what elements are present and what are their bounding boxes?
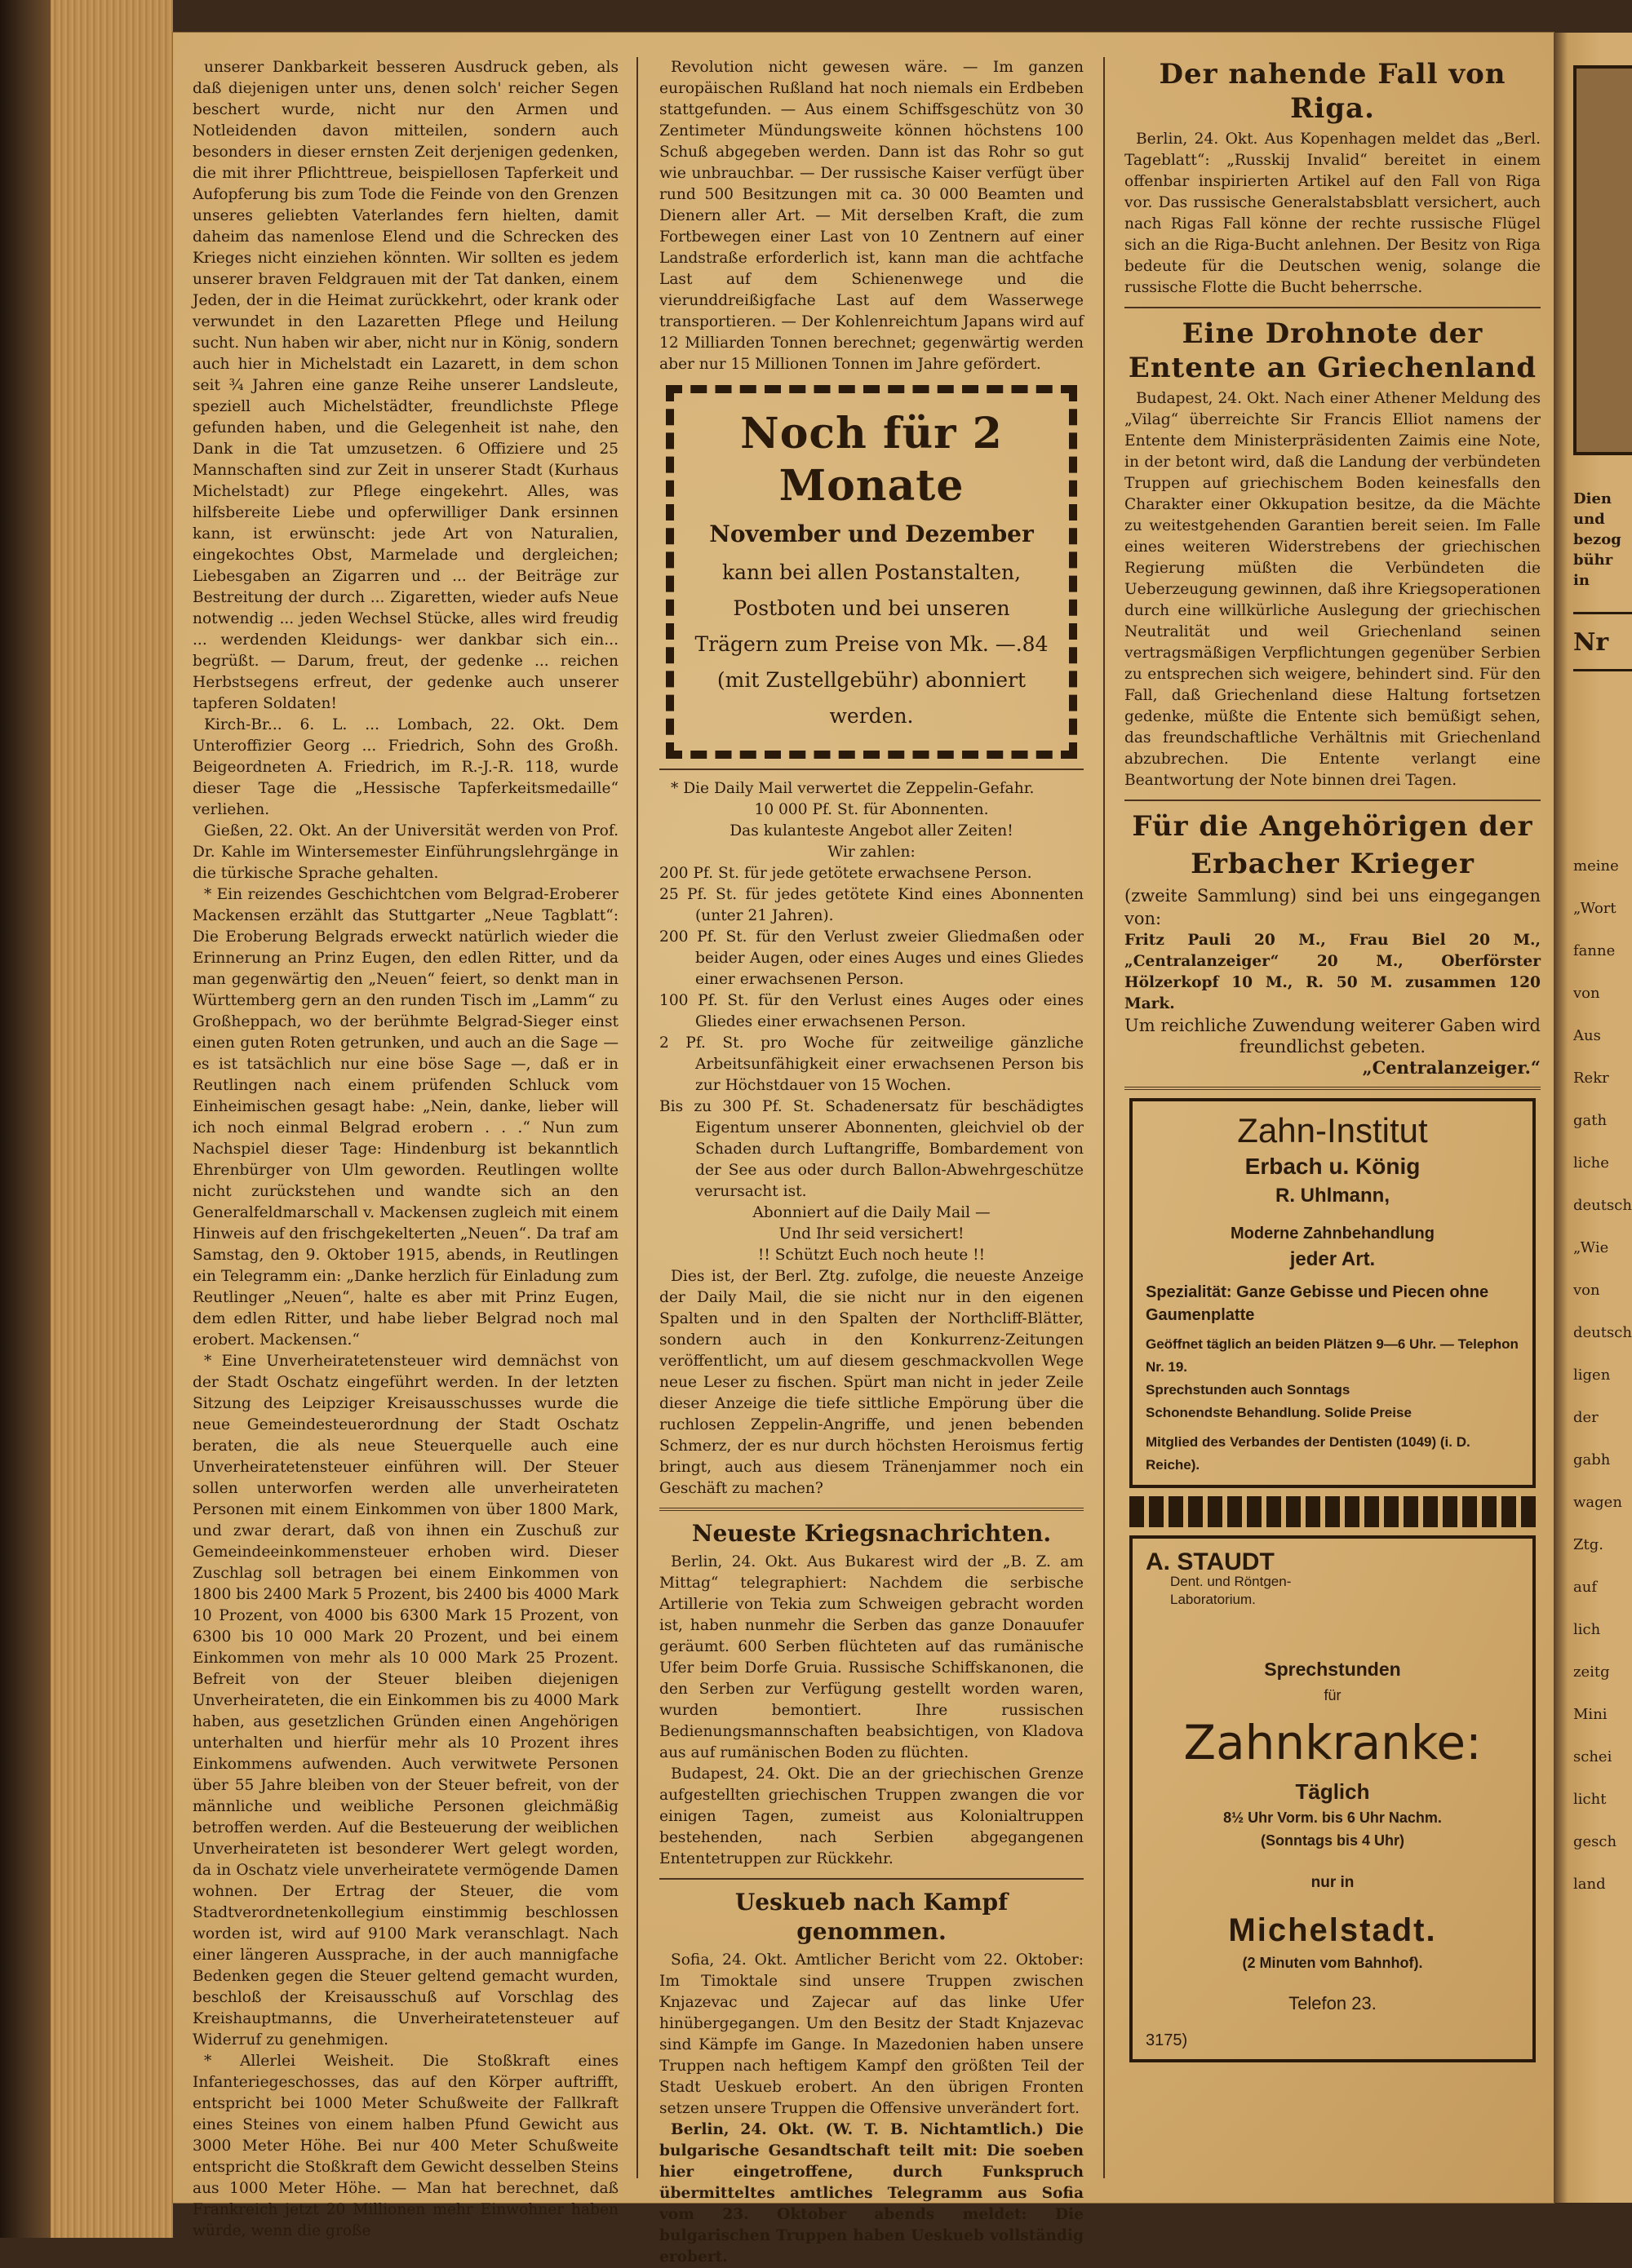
adjacent-fragment: deutsch [1573, 1197, 1632, 1214]
headline-kriegsnachrichten: Neueste Kriegsnachrichten. [691, 1520, 1052, 1547]
column-rule [1103, 57, 1105, 2178]
ad-staudt-fuer: für [1324, 1687, 1342, 1703]
adjacent-text: und [1573, 511, 1605, 528]
price-item: 100 Pf. St. für den Verlust eines Auges oder eines Gliedes einer erwachsenen Person. [659, 992, 1084, 1030]
subscription-body: kann bei allen Postanstalten, Postboten und bei unseren Trägern zum Preise von Mk. —.84 (mit Zustellgebühr) abonniert werden. [694, 560, 1049, 728]
adjacent-text: bühr [1573, 551, 1613, 569]
ad-staudt-times: 8½ Uhr Vorm. bis 6 Uhr Nachm. [1223, 1810, 1442, 1826]
daily-mail-line: Und Ihr seid versichert! [778, 1225, 965, 1243]
ad-staudt-name: A. STAUDT [1146, 1548, 1275, 1575]
article-berlin-bukarest: Berlin, 24. Okt. Aus Bukarest wird der „B. Z. am Mittag“ telegraphiert: Nachdem die serbische Artillerie von Tekia zum Schweigen gebracht worden ist, haben nunmehr die Serben das ganze Donauufer geräumt. 600 Serben flüchteten auf das rumänische Ufer beim Dorfe Gruia. Russische Schiffskanonen, die den Serben zur Verfügung gestellt worden waren, wurden bemontiert. Ihre russischen Bedienungsmannschaften beabsichtigen, von Kladova aus auf rumänischen Boden zu flüchten. [659, 1553, 1084, 1761]
ad-staudt-near: (2 Minuten vom Bahnhof). [1242, 1955, 1423, 1971]
daily-mail-line: Wir zahlen: [827, 844, 916, 861]
ad-zahn-institut [1129, 1098, 1536, 1488]
adjacent-fragment: gesch [1573, 1833, 1617, 1850]
adjacent-fragment: deutsch [1573, 1324, 1632, 1341]
ad-staudt-daily: Täglich [1295, 1779, 1370, 1804]
adjacent-fragment: lich [1573, 1621, 1601, 1638]
adjacent-fragment: land [1573, 1876, 1606, 1893]
article-allerlei-weisheit: * Allerlei Weisheit. Die Stoßkraft eines Infanteriegeschosses, das auf den Körper auftrifft, entspricht bei 1000 Meter Schußweite der Fallkraft eines Steines von einem halben Pfund Gewicht aus 3000 Meter Höhe. Bei nur 400 Meter Schußweite entspricht die Stoßkraft dem Gewicht desselben Steins aus 1000 Meter Höhe. — Man hat berechnet, daß Frankreich jetzt 20 Millionen mehr Einwohner haben würde, wenn die große [193, 2053, 619, 2239]
headline-riga: Der nahende Fall von Riga. [1159, 58, 1506, 125]
adjacent-fragment: Mini [1573, 1706, 1608, 1723]
adjacent-fragment: Ztg. [1573, 1536, 1603, 1553]
subscription-months: November und Dezember [709, 520, 1034, 547]
adjacent-rule [1573, 612, 1632, 614]
ad-owner: R. Uhlmann, [1275, 1185, 1390, 1207]
adjacent-fragment: gath [1573, 1112, 1608, 1129]
adjacent-fragment: licht [1573, 1791, 1607, 1808]
divider [1124, 1087, 1541, 1090]
adjacent-fragment: „Wort [1573, 900, 1616, 917]
adjacent-fragment: zeitg [1573, 1663, 1610, 1681]
adjacent-page [1554, 33, 1632, 2203]
column-middle [659, 57, 1084, 2268]
adjacent-fragment: von [1573, 985, 1600, 1002]
price-item: 200 Pf. St. für den Verlust zweier Gliedmaßen oder beider Augen, oder eines Auges und eines Gliedes einer erwachsenen Person. [659, 928, 1084, 988]
divider [659, 769, 1084, 770]
daily-mail-intro: * Die Daily Mail verwertet die Zeppelin-Gefahr. [671, 780, 1035, 797]
adjacent-text: Dien [1573, 490, 1612, 507]
ad-staudt-hours: Sprechstunden [1264, 1659, 1401, 1680]
ad-staudt-sunday: (Sonntags bis 4 Uhr) [1260, 1832, 1404, 1849]
article-sofia: Sofia, 24. Okt. Amtlicher Bericht vom 22. Oktober: Im Timoktale sind unsere Truppen zwischen Knjazevac und Zajecar auf das linke Ufer hinübergegangen. Um den Besitz der Stadt Knjazevac sind Kämpfe im Gange. In Mazedonien haben unsere Truppen nach heftigem Kampf den größten Teil der Stadt Ueskueb erobert. An den übrigen Fronten setzen unsere Truppen die Offensive unverändert fort. [659, 1951, 1084, 2117]
divider [1124, 800, 1541, 801]
adjacent-fragment: schei [1573, 1748, 1612, 1765]
divider [659, 1508, 1084, 1511]
adjacent-fragment: Rekr [1573, 1070, 1609, 1087]
column-rule [636, 57, 638, 2178]
adjacent-fragment: auf [1573, 1579, 1597, 1596]
ad-gentle: Schonendste Behandlung. Solide Preise [1146, 1405, 1412, 1420]
adjacent-text: bezog [1573, 531, 1621, 548]
page-edges [51, 0, 173, 2238]
ad-staudt [1129, 1535, 1536, 2062]
adjacent-rule [1573, 669, 1632, 671]
article-unverheiratetensteuer: * Eine Unverheiratetensteuer wird demnächst von der Stadt Oschatz eingeführt werden. In der letzten Sitzung des Leipziger Kreisausschusses wurde die neue Gemeindesteuerordnung der Stadt Oschatz beraten, die als neue Steuerquelle auch eine Unverheiratetensteuer einführen will. Der Steuer sollen unterworfen werden alle unverheirateten Personen mit einem Einkommen von über 1800 Mark, und zwar derart, daß von ihnen ein Zuschuß zur Gemeindeeinkommensteuer erhoben wird. Dieser Zuschlag soll betragen bei einem Einkommen von 1800 bis 2400 Mark 5 Prozent, bis 2400 bis 4000 Mark 10 Prozent, von 4000 bis 6300 Mark 15 Prozent, von 6300 bis 10 000 Mark 20 Prozent, und bei einem Einkommen von mehr als 10 000 Mark 25 Prozent. Befreit von der Steuer bleiben diejenigen Unverheirateten, die ein Einkommen bis zu 4000 Mark haben, aus gesetzlichen Gründen einen Angehörigen unterhalten und hierfür mehr als 10 Prozent ihres Einkommens aufwenden. Auch verwitwete Personen über 55 Jahre bleiben von der Steuer befreit, von der männliche und weibliche Personen gleichmäßig betroffen werden. Auf die Besteuerung der weiblichen Unverheirateten ist besonderer Wert gelegt worden, da in Oschatz viele unverheiratete vermögende Damen wohnen. Der Ertrag der Steuer, die vom Stadtverordnetenkollegium einstimmig beschlossen worden ist, wird auf 9100 Mark veranschlagt. Nach einer längeren Aussprache, in der auch mannigfache Bedenken gegen die Steuer geltend gemacht wurden, beschloß der Kreisausschuß auf Vorschlag des Kreishauptmanns, die Unverheiratetensteuer auf Widerruf zu genehmigen. [193, 1353, 619, 2049]
book-binding [0, 0, 51, 2238]
collection-call: Um reichliche Zuwendung weiterer Gaben wird freundlichst gebeten. [1124, 1016, 1541, 1056]
article-riga: Berlin, 24. Okt. Aus Kopenhagen meldet das „Berl. Tageblatt“: „Russkij Invalid“ bereitet in einem offenbar inspirierten Artikel auf den Fall von Riga vor. Das russische Generalstabsblatt versichert, auch nach Rigas Fall könne der rechte russische Flügel sich an die Riga-Bucht anlehnen. Der Besitz von Riga bedeute für die Deutschen wenig, solange die russische Flotte die Bucht beherrsche. [1124, 131, 1541, 296]
newspaper-page [173, 33, 1554, 2266]
column-right [1124, 57, 1541, 2071]
price-item: 25 Pf. St. für jedes getötete Kind eines Abonnenten (unter 21 Jahren). [659, 886, 1084, 924]
price-item: 200 Pf. St. für jede getötete erwachsene Person. [659, 865, 1032, 882]
divider [659, 1878, 1084, 1880]
daily-mail-comment: Dies ist, der Berl. Ztg. zufolge, die neueste Anzeige der Daily Mail, die sie nicht nur in den eigenen Spalten und in den Spalten der Northcliff-Blätter, sondern auch in den Konkurrenz-Zeitungen veröffentlicht, um auf diesem geschmackvollen Wege neue Leser zu fischen. Spürt man nicht in jeder Zeile dieser Anzeige die tiefe sittliche Empörung über die ruchlosen Zeppelin-Angriffe, und jenen bebenden Schmerz, der es nur durch höchsten Heroismus fertig bringt, auch aus diesem Tränenjammer noch ein Geschäft zu machen? [659, 1268, 1084, 1497]
headline-erbacher-krieger: Erbacher Krieger [1191, 848, 1475, 880]
ad-ornament [1129, 1496, 1536, 1527]
ad-staudt-only: nur in [1310, 1874, 1355, 1891]
adjacent-fragment: liche [1573, 1154, 1609, 1172]
ad-cities: Erbach u. König [1244, 1154, 1421, 1179]
article-dankbarkeit: unserer Dankbarkeit besseren Ausdruck geben, als daß diejenigen unter uns, denen solch' reicher Segen beschert wurde, nicht nur den Armen und Notleidenden davon mitteilen, sondern auch besonders in dieser ernsten Zeit derjenigen gedenken, die mit ihrer Pflichttreue, beispiellosen Tapferkeit und Aufopferung bis zum Tode die Feinde von den Grenzen unseres geliebten Vaterlandes fern hielten, damit daheim das namenlose Elend und die Schrecken des Krieges nicht einziehen könnten. Wir sollten es jedem unserer braven Feldgrauen mit der Tat danken, einem Jeden, der in die Heimat zurückkehrt, oder krank oder verwundet in den Lazaretten Pflege und Heilung sucht. Nun haben wir aber, nicht nur in König, sondern auch hier in Michelstadt ein Lazarett, in dem schon seit ¾ Jahren eine ganze Reihe unserer Landsleute, speziell auch Michelstädter, freundlichste Pflege gefunden haben, und die Gelegenheit ist nahe, den Dank in die Tat umzusetzen. 6 Offiziere und 25 Mannschaften sind zur Zeit in unserer Stadt (Kurhaus Michelstadt) zur Pflege eingekehrt. Alles, was hilfsbereite Liebe und opferwilliger Dank ersinnen kann, ist erwünscht: jede Art von Naturalien, eingekochtes Obst, Marmelade und dergleichen; Liebesgaben an Zigarren und ... der Beiträge zur Bestreitung der durch ... Zigaretten, wieder aufs Neue notwendig ... jeden Wechsel Stücke, alles wird freudig ... werdenden Kleidungs- wer dankbar sich ein... begrüßt. — Darum, freut, der gedenke ... reichen Herbstsegens erfreut, der gedenke auch unserer tapferen Soldaten! [193, 59, 619, 712]
daily-mail-line: Das kulanteste Angebot aller Zeiten! [730, 822, 1013, 839]
ad-staudt-town: Michelstadt. [1228, 1912, 1437, 1948]
ad-opening: Geöffnet täglich an beiden Plätzen 9—6 Uhr. — Telephon Nr. 19. [1146, 1336, 1519, 1375]
adjacent-fragment: fanne [1573, 942, 1616, 959]
ad-staudt-headline: Zahnkranke: [1183, 1715, 1482, 1770]
article-drohnote: Budapest, 24. Okt. Nach einer Athener Meldung des „Vilag“ überreichte Sir Francis Elliot namens der Entente dem Ministerpräsidenten Zaimis eine Note, in der betont wird, daß die Landung der verbündeten Truppen auf griechischem Boden keinesfalls den Charakter einer Okkupation besitze, da die Mächte zu weitestgehenden Garantien bereit seien. Im Falle eines weiteren Widerstrebens der griechischen Regierung müßten die Verbündeten die Ueberzeugung gewinnen, daß ihre Kriegsoperationen durch eine willkürliche Auslegung der griechischen Neutralität und weil Griechenland seinen vertragsmäßigen Verpflichtungen gegenüber Serbien zu entsprechen sich weigere, behindert sind. Für den Fall, daß Griechenland diese Haltung fortsetzen gedenke, müßte die Entente sich bemüßigt sehen, das freundschaftliche Verhältnis mit Griechenland abzubrechen. Die Entente verlangt eine Beantwortung der Note binnen drei Tagen. [1124, 390, 1541, 789]
price-item: 2 Pf. St. pro Woche für zeitweilige gänzliche Arbeitsunfähigkeit einer erwachsenen Person bis zur Höchstdauer von 15 Wochen. [659, 1034, 1084, 1094]
daily-mail-line: Abonniert auf die Daily Mail — [752, 1204, 991, 1221]
price-item: Bis zu 300 Pf. St. Schadenersatz für beschädigtes Eigentum unserer Abonnenten, gleichviel ob der Schaden durch Luftangriffe, Bombardement von der See aus oder durch Ballon-Abwehrgeschütze verursacht ist. [659, 1098, 1084, 1200]
ad-line: Moderne Zahnbehandlung [1231, 1225, 1435, 1243]
adjacent-fragment: Aus [1573, 1027, 1601, 1044]
article-mackensen: * Ein reizendes Geschichtchen vom Belgrad-Eroberer Mackensen erzählt das Stuttgarter „Neue Tagblatt“: Die Eroberung Belgrads erweckt natürlich wieder die Erinnerung an Prinz Eugen, den edlen Ritter, und da man gegenwärtig den „Neuen“ feiert, so denkt man in Württemberg gern an den runden Tisch im „Lamm“ zu Großheppach, wo der berühmte Belgrad-Sieger einst einen guten Roten getrunken, und auch an die Sage — es ist tatsächlich nur eine böse Sage —, daß er in Reutlingen nach einem prüfenden Schluck vom Einheimischen gesagt habe: „Nein, danke, lieber will ich noch einmal Belgrad erobern . . .“ Nun zum Nachspiel dieser Tage: Hindenburg ist bekanntlich Ehrenbürger von Ulm geworden. Reutlingen wollte nicht zurückstehen und wandte sich an den Generalfeldmarschall v. Mackensen zugleich mit einem Hinweis auf den frischgekelterten „Neuen“. Da traf am Samstag, den 9. Oktober 1915, abends, in Reutlingen ein Telegramm ein: „Danke herzlich für Einladung zum Reutlinger „Neuen“, halte es aber mit Prinz Eugen, dem edlen Ritter, und habe lieber Belgrad noch mal erobert. Mackensen.“ [193, 886, 619, 1349]
collection-donors: Fritz Pauli 20 M., Frau Biel 20 M., „Centralanzeiger“ 20 M., Oberförster Hölzerkopf 10 M., R. 50 M. zusammen 120 Mark. [1124, 932, 1541, 1012]
article-berlin-wtb: Berlin, 24. Okt. (W. T. B. Nichtamtlich.) Die bulgarische Gesandtschaft teilt mit: Die soeben hier eingetroffene, durch Funkspruch übermitteltes amtliches Telegramm aus Sofia vom 23. Oktober abends meldet: Die bulgarischen Truppen haben Ueskueb vollständig erobert. [659, 2121, 1084, 2266]
daily-mail-pricelist [659, 863, 1084, 1203]
adjacent-fragment: wagen [1573, 1494, 1622, 1511]
ad-staudt-sub: Dent. und Röntgen- [1170, 1574, 1292, 1589]
article-kirch-brombach: Kirch-Br... 6. L. ... Lombach, 22. Okt. Dem Unteroffizier Georg ... Friedrich, Sohn des Großh. Beigeordneten A. Friedrich, im R.-J.-R. 118, wurde dieser Tage die „Hessische Tapferkeitsmedaille“ verliehen. [193, 716, 619, 818]
adjacent-ornament-frame [1573, 65, 1632, 455]
adjacent-heading: Nr [1573, 628, 1609, 657]
adjacent-text: in [1573, 572, 1590, 589]
adjacent-fragment: „Wie [1573, 1239, 1609, 1256]
subscription-title: Noch für 2 Monate [740, 409, 1003, 511]
headline-angehoerige: Für die Angehörigen der [1132, 810, 1533, 843]
ad-staudt-sub: Laboratorium. [1170, 1592, 1256, 1607]
adjacent-fragment: ligen [1573, 1367, 1611, 1384]
ad-line: jeder Art. [1289, 1248, 1376, 1270]
collection-signature: „Centralanzeiger.“ [1362, 1057, 1541, 1078]
daily-mail-line: !! Schützt Euch noch heute !! [757, 1247, 986, 1264]
adjacent-fragment: gabh [1573, 1451, 1611, 1468]
ad-staudt-code: 3175) [1146, 2031, 1188, 2049]
adjacent-fragment: meine [1573, 857, 1619, 875]
subscription-box [666, 385, 1077, 759]
divider [1124, 307, 1541, 308]
adjacent-fragment: der [1573, 1409, 1599, 1426]
headline-ueskueb: Ueskueb nach Kampf genommen. [734, 1889, 1009, 1945]
column-left [193, 57, 619, 2242]
ad-staudt-tel: Telefon 23. [1288, 1993, 1377, 2013]
ad-member: Mitglied des Verbandes der Dentisten (1049) (i. D. Reiche). [1146, 1434, 1470, 1473]
headline-drohnote: Eine Drohnote der Entente an Griechenland [1128, 317, 1537, 384]
daily-mail-line: 10 000 Pf. St. für Abonnenten. [754, 801, 989, 818]
adjacent-fragment: von [1573, 1282, 1600, 1299]
article-weisheit-cont: Revolution nicht gewesen wäre. — Im ganzen europäischen Rußland hat noch niemals ein Erdbeben stattgefunden. — Aus einem Schiffsgeschütz von 30 Zentimeter Mündungsweite können höchstens 100 Schuß abgegeben werden. Dann ist das Rohr so gut wie unbrauchbar. — Der russische Kaiser verfügt über rund 500 Besitzungen mit ca. 30 000 Beamten und Dienern aller Art. — Mit derselben Kraft, die zum Fortbewegen einer Last von 10 Zentnern auf einer Landstraße erforderlich ist, kann man die achtfache Last auf dem Schienenwege und die vierunddreißigfache Last auf dem Wasserwege transportieren. — Der Kohlenreichtum Japans wird auf 12 Milliarden Tonnen berechnet; gegenwärtig werden aber nur 15 Millionen Tonnen im Jahre gefördert. [659, 59, 1084, 373]
article-budapest-grenze: Budapest, 24. Okt. Die an der griechischen Grenze aufgestellten griechischen Truppen zwangen die vor einigen Tagen, zumeist aus Kolonialtruppen bestehenden, nach Serbien abgegangenen Ententetruppen zur Rückkehr. [659, 1765, 1084, 1867]
article-giessen: Gießen, 22. Okt. An der Universität werden von Prof. Dr. Kahle im Wintersemester Einführungslehrgänge in die türkische Sprache gehalten. [193, 822, 619, 882]
ad-title: Zahn-Institut [1237, 1111, 1428, 1150]
ad-specialty: Spezialität: Ganze Gebisse und Piecen ohne Gaumenplatte [1146, 1283, 1489, 1324]
collection-subtitle: (zweite Sammlung) sind bei uns eingegangen von: [1124, 886, 1541, 928]
ad-hours: Sprechstunden auch Sonntags [1146, 1382, 1350, 1398]
